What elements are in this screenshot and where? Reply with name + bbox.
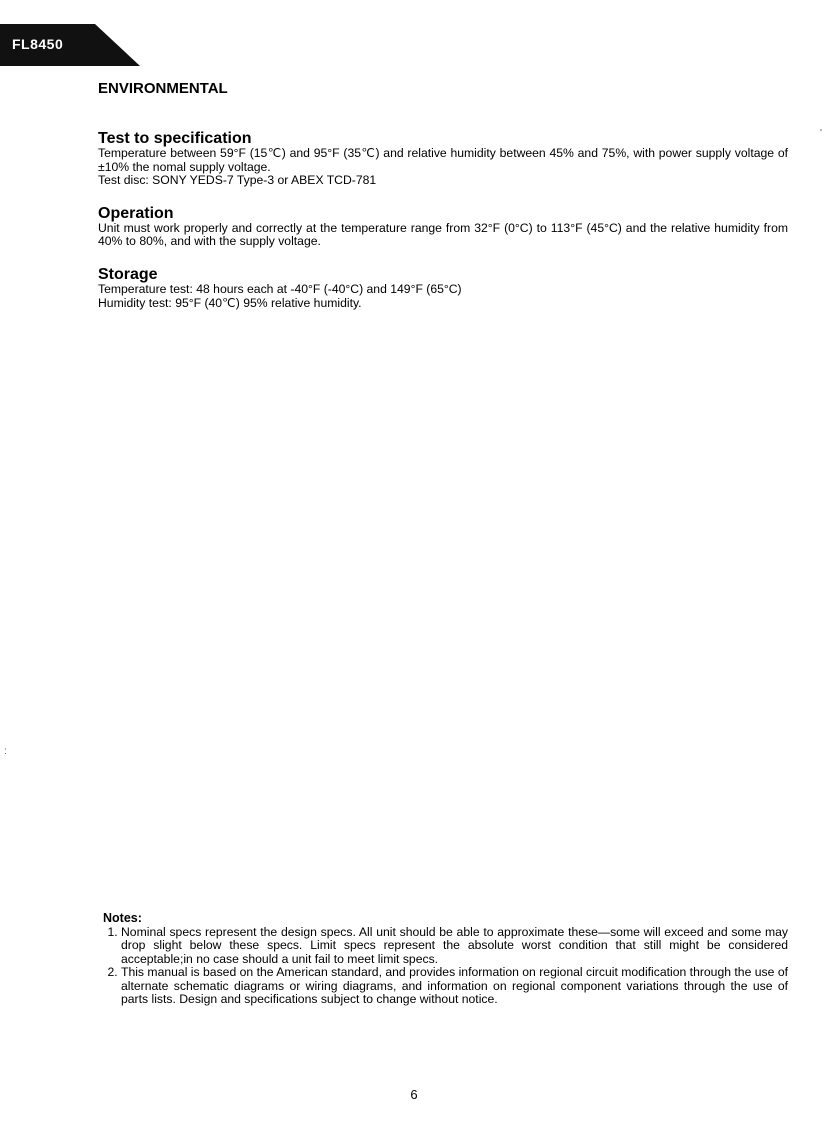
model-tab xyxy=(0,24,140,66)
page-title: ENVIRONMENTAL xyxy=(98,80,228,97)
environmental-content xyxy=(98,80,788,310)
notes-list xyxy=(103,926,788,1007)
operation-text: Unit must work properly and correctly at the temperature range from 32°F (0°C) to 113°F (45°C) and the relative humidity from 40% to 80%, and with the supply voltage. xyxy=(98,220,788,249)
storage-humidity-text: Humidity test: 95°F (40℃) 95% relative humidity. xyxy=(98,295,362,310)
scan-edge-mark: ' xyxy=(820,128,822,139)
section-title-test-to-specification: Test to specification xyxy=(98,130,252,147)
notes-title: Notes: xyxy=(103,911,142,925)
test-spec-disc-text: Test disc: SONY YEDS-7 Type-3 or ABEX TCD-781 xyxy=(98,173,377,188)
scan-edge-mark: : xyxy=(4,746,7,757)
section-title-storage: Storage xyxy=(98,265,158,283)
notes-block xyxy=(103,912,788,1007)
section-title-operation: Operation xyxy=(98,204,174,222)
test-spec-temperature-text: Temperature between 59°F (15℃) and 95°F (35℃) and relative humidity between 45% and 75%, with power supply voltage of ±10% the nomal supply voltage. xyxy=(98,146,788,174)
model-tab-label: FL8450 xyxy=(12,36,64,52)
storage-temperature-text: Temperature test: 48 hours each at -40°F (-40°C) and 149°F (65°C) xyxy=(98,281,462,296)
note-item-2: 2. This manual is based on the American standard, and provides information on regional circuit modification through the use of alternate schematic diagrams or wiring diagrams, and information on regional component variations through the use of parts lists. Design and specifications subject to change without notice. xyxy=(121,966,788,1007)
page-number: 6 xyxy=(410,1087,418,1102)
note-item-1: 1. Nominal specs represent the design specs. All unit should be able to approximate these—some will exceed and some may drop slight below these specs. Limit specs represent the absolute worst condition that still might be considered acceptable;in no case should a unit fail to meet limit specs. xyxy=(121,926,788,967)
